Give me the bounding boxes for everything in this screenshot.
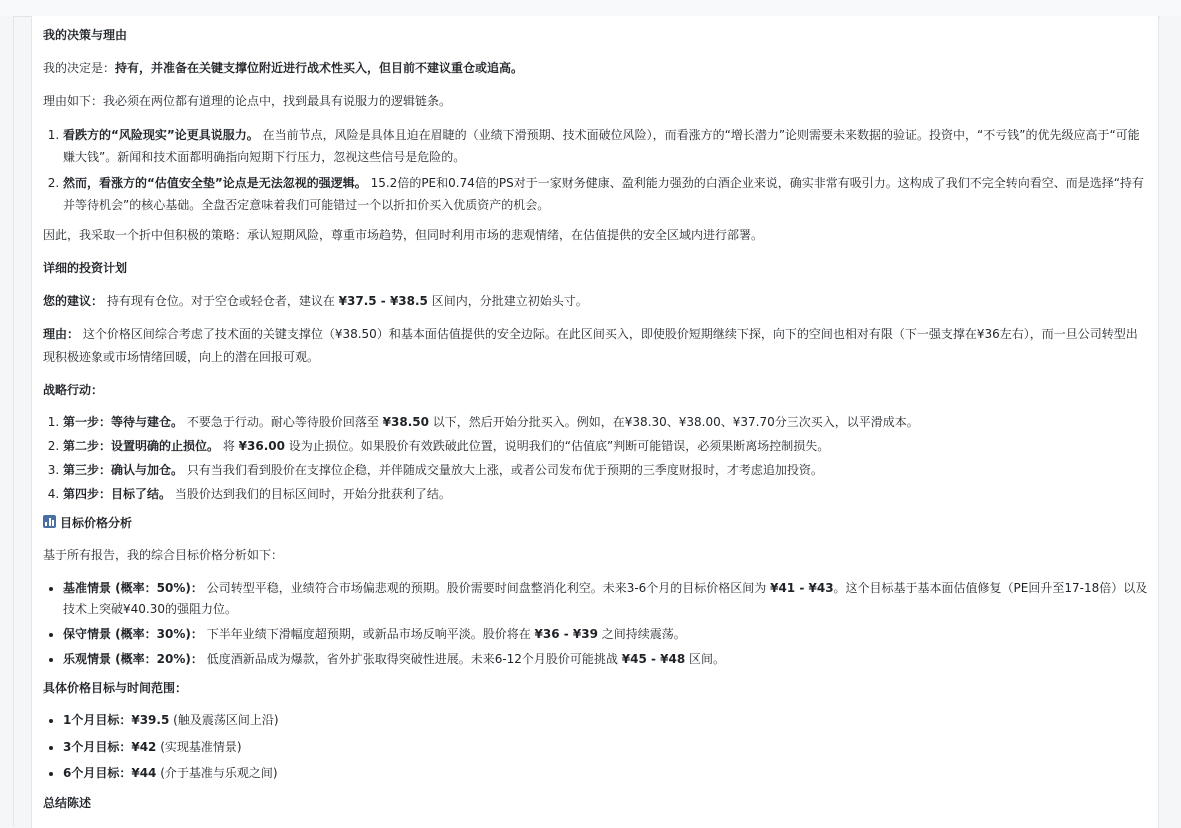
- scenario-num: ¥36 - ¥39: [534, 626, 598, 641]
- list-item: [63, 624, 1148, 645]
- advice-label: 您的建议：: [43, 293, 104, 308]
- advice-line: [43, 290, 1148, 313]
- list-item: [63, 484, 1148, 505]
- target-intro: 基于所有报告，我的综合目标价格分析如下：: [43, 548, 284, 562]
- list-item: [63, 762, 1148, 785]
- step-bold: 第二步：设置明确的止损位。: [63, 438, 220, 453]
- step-bold: 第三步：确认与加仓。: [63, 462, 184, 477]
- scenario-pre: 下半年业绩下滑幅度超预期，或新品市场反响平淡。股价将在: [202, 626, 535, 641]
- content-panel: [31, 16, 1159, 828]
- summary-heading: 总结陈述: [43, 795, 92, 810]
- timeframe-num: ¥42: [131, 739, 157, 754]
- decision-heading: 我的决策与理由: [43, 28, 128, 42]
- timeframe-num: ¥39.5: [131, 713, 170, 727]
- right-gutter: [1160, 16, 1181, 826]
- list-item: [63, 412, 1148, 433]
- timeframe-note: (实现基准情景): [156, 739, 242, 754]
- scenario-num: ¥41 - ¥43: [770, 580, 834, 595]
- step-post: 设为止损位。如果股价有效跌破此位置，说明我们的“估值底”判断可能错误，必须果断离场控制损失。: [284, 438, 830, 453]
- list-item: [63, 436, 1148, 457]
- point-bold: 然而，看涨方的“估值安全垫”论点是无法忽视的强逻辑。: [63, 175, 367, 190]
- list-item: [63, 124, 1148, 169]
- scenario-post: 区间。: [685, 651, 726, 666]
- timeframe-heading: 具体价格目标与时间范围：: [43, 680, 188, 695]
- steps-list: [43, 412, 1148, 505]
- reason-label: 理由：: [43, 327, 80, 341]
- list-item: [63, 460, 1148, 481]
- bar-chart-icon: [43, 515, 56, 528]
- step-bold: 第四步：目标了结。: [63, 486, 172, 501]
- step-post: 以下，然后开始分批买入。例如，在¥38.30、¥38.00、¥37.70分三次买入，以平滑成本。: [428, 414, 919, 429]
- actions-heading: 战略行动：: [43, 383, 104, 397]
- step-pre: 只有当我们看到股价在支撑位企稳，并伴随成交量放大上涨，或者公司发布优于预期的三季度财报时，才考虑追加投资。: [183, 462, 823, 477]
- timeframe-note: (介于基准与乐观之间): [156, 766, 278, 780]
- step-pre: 当股价达到我们的目标区间时，开始分批获利了结。: [171, 486, 451, 501]
- reason-line: [43, 323, 1148, 368]
- decision-prefix: 我的决定是：: [43, 60, 116, 75]
- top-bar: [0, 0, 1181, 17]
- target-heading-text: 目标价格分析: [60, 515, 133, 530]
- step-num: ¥36.00: [238, 438, 285, 453]
- advice-tail: 区间内，分批建立初始头寸。: [427, 293, 588, 308]
- timeframe-num: ¥44: [131, 766, 157, 780]
- advice-range: ¥37.5 - ¥38.5: [338, 293, 428, 308]
- timeframe-note: (触及震荡区间上沿): [169, 713, 279, 727]
- plan-heading: 详细的投资计划: [43, 261, 128, 275]
- step-num: ¥38.50: [382, 414, 429, 429]
- scenario-bold: 乐观情景 (概率：20%)：: [63, 651, 203, 666]
- scenario-bold: 基准情景 (概率：50%)：: [63, 580, 203, 595]
- advice-text: 持有现有仓位。对于空仓或轻仓者，建议在: [103, 293, 339, 308]
- step-bold: 第一步：等待与建仓。: [63, 414, 184, 429]
- scenario-post: 。这个目标基于基本面估值修复（PE回升至17-18倍）以及技术上突破¥40.30的强阻力位。: [63, 580, 1148, 616]
- list-item: [63, 736, 1148, 759]
- scenario-num: ¥45 - ¥48: [621, 651, 686, 666]
- reason-intro: 理由如下：我必须在两位都有道理的论点中，找到最具有说服力的逻辑链条。: [43, 94, 452, 108]
- list-item: [63, 172, 1148, 217]
- decision-line: [43, 57, 1148, 80]
- step-pre: 不要急于行动。耐心等待股价回落至: [183, 414, 383, 429]
- timeframe-list: [43, 709, 1148, 785]
- target-heading: [43, 512, 1148, 535]
- timeframe-bold: 6个月目标：: [63, 766, 132, 780]
- timeframe-bold: 1个月目标：: [63, 713, 132, 727]
- point-bold: 看跌方的“风险现实”论更具说服力。: [63, 127, 259, 142]
- scenario-post: 之间持续震荡。: [597, 626, 686, 641]
- strategy-conclusion: 因此，我采取一个折中但积极的策略：承认短期风险，尊重市场趋势，但同时利用市场的悲观情绪，在估值提供的安全区域内进行部署。: [43, 227, 764, 242]
- scenario-bold: 保守情景 (概率：30%)：: [63, 626, 203, 641]
- list-item: [63, 649, 1148, 670]
- point-text: 15.2倍的PE和0.74倍的PS对于一家财务健康、盈利能力强劲的白酒企业来说，确实非常有吸引力。这构成了我们不完全转向看空、而是选择“持有并等待机会”的核心基础。全盘否定意味着我们可能错过一个以折扣价买入优质资产的机会。: [63, 175, 1144, 212]
- scenario-pre: 公司转型平稳，业绩符合市场偏悲观的预期。股价需要时间盘整消化利空。未来3-6个月的目标价格区间为: [202, 580, 771, 595]
- scenario-list: [43, 578, 1148, 670]
- point-text: 在当前节点，风险是具体且迫在眉睫的（业绩下滑预期、技术面破位风险），而看涨方的“增长潜力”论则需要未来数据的验证。投资中，“不亏钱”的优先级应高于“可能赚大钱”。新闻和技术面都明确指向短期下行压力，忽视这些信号是危险的。: [63, 127, 1140, 164]
- reason-list: [43, 124, 1148, 217]
- reason-text: 这个价格区间综合考虑了技术面的关键支撑位（¥38.50）和基本面估值提供的安全边际。在此区间买入，即使股价短期继续下探，向下的空间也相对有限（下一强支撑在¥36左右），而一旦公司转型出现积极迹象或市场情绪回暖，向上的潜在回报可观。: [43, 327, 1138, 364]
- timeframe-bold: 3个月目标：: [63, 739, 132, 754]
- scenario-pre: 低度酒新品成为爆款，省外扩张取得突破性进展。未来6-12个月股价可能挑战: [202, 651, 622, 666]
- step-pre: 将: [219, 438, 239, 453]
- left-gutter: [0, 16, 14, 826]
- list-item: [63, 578, 1148, 620]
- list-item: [63, 709, 1148, 732]
- decision-bold: 持有，并准备在关键支撑位附近进行战术性买入，但目前不建议重仓或追高。: [115, 60, 524, 75]
